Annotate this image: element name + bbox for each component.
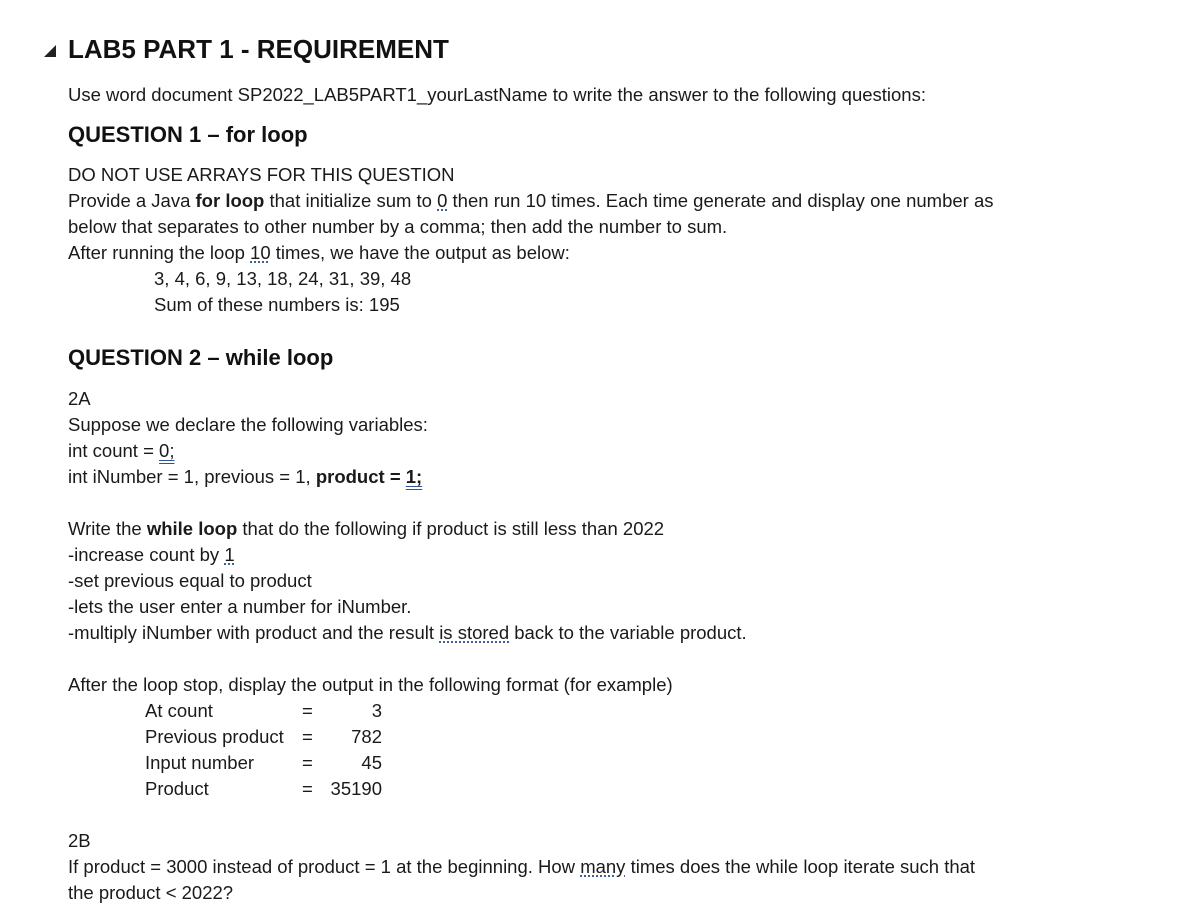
q1-paragraph-line-2: below that separates to other number by a comma; then add the number to sum. [68, 216, 728, 237]
q1-paragraph-line-1: Provide a Java for loop that initialize sum to 0 then run 10 times. Each time generate and display one number as [68, 190, 994, 211]
question-2-title: QUESTION 2 – while loop [68, 345, 334, 370]
q2a-step-4: -multiply iNumber with product and the result is stored back to the variable product. [68, 622, 747, 643]
q2a-step-2: -set previous equal to product [68, 570, 312, 591]
table-row-equals: = [302, 752, 313, 773]
q2a-write-while: Write the while loop that do the following if product is still less than 2022 [68, 518, 665, 539]
table-row-equals: = [302, 700, 313, 721]
q2a-suppose: Suppose we declare the following variables: [68, 414, 428, 435]
q1-output-sequence: 3, 4, 6, 9, 13, 18, 24, 31, 39, 48 [154, 268, 412, 289]
q2a-step-3: -lets the user enter a number for iNumber. [68, 596, 412, 617]
collapse-heading-icon[interactable] [44, 45, 56, 57]
table-row-label: Previous product [145, 726, 284, 747]
question-1-title: QUESTION 1 – for loop [68, 122, 308, 147]
q1-output-sum: Sum of these numbers is: 195 [154, 294, 400, 315]
q2a-step-1: -increase count by 1 [68, 544, 235, 565]
table-row-equals: = [302, 726, 313, 747]
table-row-label: Product [145, 778, 209, 799]
table-row-value: 3 [371, 700, 382, 721]
table-row-label: At count [145, 700, 213, 721]
table-row-label: Input number [145, 752, 255, 773]
intro-text: Use word document SP2022_LAB5PART1_yourLastName to write the answer to the following questions: [68, 84, 926, 105]
q2a-after-loop: After the loop stop, display the output in the following format (for example) [68, 674, 673, 695]
table-row-value: 35190 [330, 778, 382, 799]
q2a-count-decl: int count = 0; [68, 440, 175, 461]
q1-no-arrays: DO NOT USE ARRAYS FOR THIS QUESTION [68, 164, 455, 185]
table-row-value: 782 [351, 726, 382, 747]
table-row-value: 45 [361, 752, 382, 773]
q1-paragraph-line-3: After running the loop 10 times, we have the output as below: [68, 242, 570, 263]
q2a-label: 2A [68, 388, 91, 409]
q2a-inumber-decl: int iNumber = 1, previous = 1, product = 1; [68, 466, 423, 487]
page-title: LAB5 PART 1 - REQUIREMENT [68, 34, 449, 64]
q2b-label: 2B [68, 830, 91, 851]
table-row-equals: = [302, 778, 313, 799]
q2b-question-line-2: the product < 2022? [68, 882, 234, 903]
q2b-question-line-1: If product = 3000 instead of product = 1 at the beginning. How many times does the while loop iterate such that [68, 856, 976, 877]
